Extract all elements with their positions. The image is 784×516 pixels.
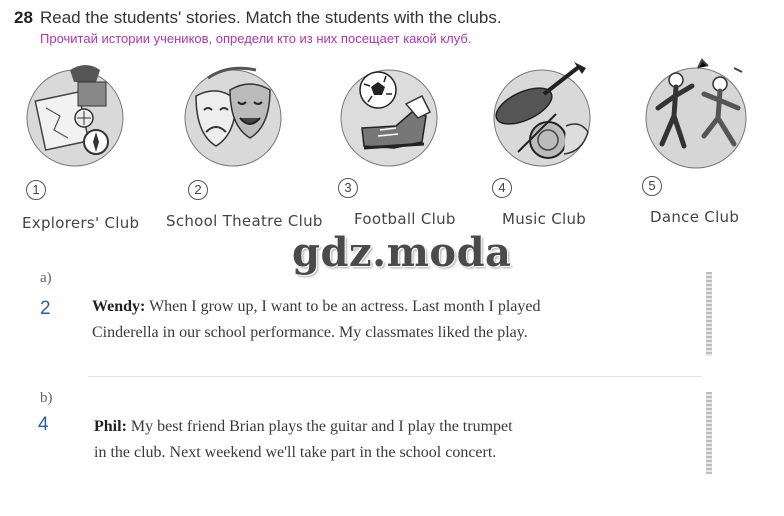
story-text — [92, 294, 541, 346]
club-number: 5 — [642, 176, 662, 196]
club-number: 2 — [188, 180, 208, 200]
scan-edge — [706, 272, 712, 356]
club-name: Music Club — [502, 210, 587, 228]
story-line-1: When I grow up, I want to be an actress. Last month I played — [149, 298, 541, 315]
task-number: 28 — [14, 8, 33, 27]
club-name: Dance Club — [650, 208, 740, 226]
student-name: Phil: — [94, 418, 127, 435]
football-boot-illustration — [334, 56, 444, 176]
story-text — [94, 414, 513, 466]
scan-edge — [706, 392, 712, 474]
club-name: Explorers' Club — [22, 214, 140, 232]
dancers-illustration — [638, 56, 758, 176]
task-instruction-ru: Прочитай истории учеников, определи кто из них посещает какой клуб. — [40, 31, 472, 46]
club-name: Football Club — [354, 210, 456, 228]
theatre-masks-illustration — [178, 56, 288, 176]
divider — [88, 376, 702, 377]
story-letter: b) — [40, 390, 53, 406]
map-compass-illustration — [20, 56, 130, 176]
story-answer[interactable]: 2 — [40, 298, 51, 319]
watermark: gdz.moda — [292, 229, 512, 276]
story-answer[interactable]: 4 — [38, 414, 49, 435]
club-name: School Theatre Club — [166, 212, 323, 230]
story-line-2: Cinderella in our school performance. My classmates liked the play. — [92, 324, 528, 341]
story-letter: a) — [40, 270, 52, 286]
task-instruction-en: Read the students' stories. Match the students with the clubs. — [40, 8, 502, 27]
club-number: 1 — [26, 180, 46, 200]
story-line-2: in the club. Next weekend we'll take part in the school concert. — [94, 444, 497, 461]
violin-horn-illustration — [484, 56, 604, 176]
club-number: 4 — [492, 178, 512, 198]
club-number: 3 — [338, 178, 358, 198]
student-name: Wendy: — [92, 298, 146, 315]
story-line-1: My best friend Brian plays the guitar and I play the trumpet — [130, 418, 513, 435]
